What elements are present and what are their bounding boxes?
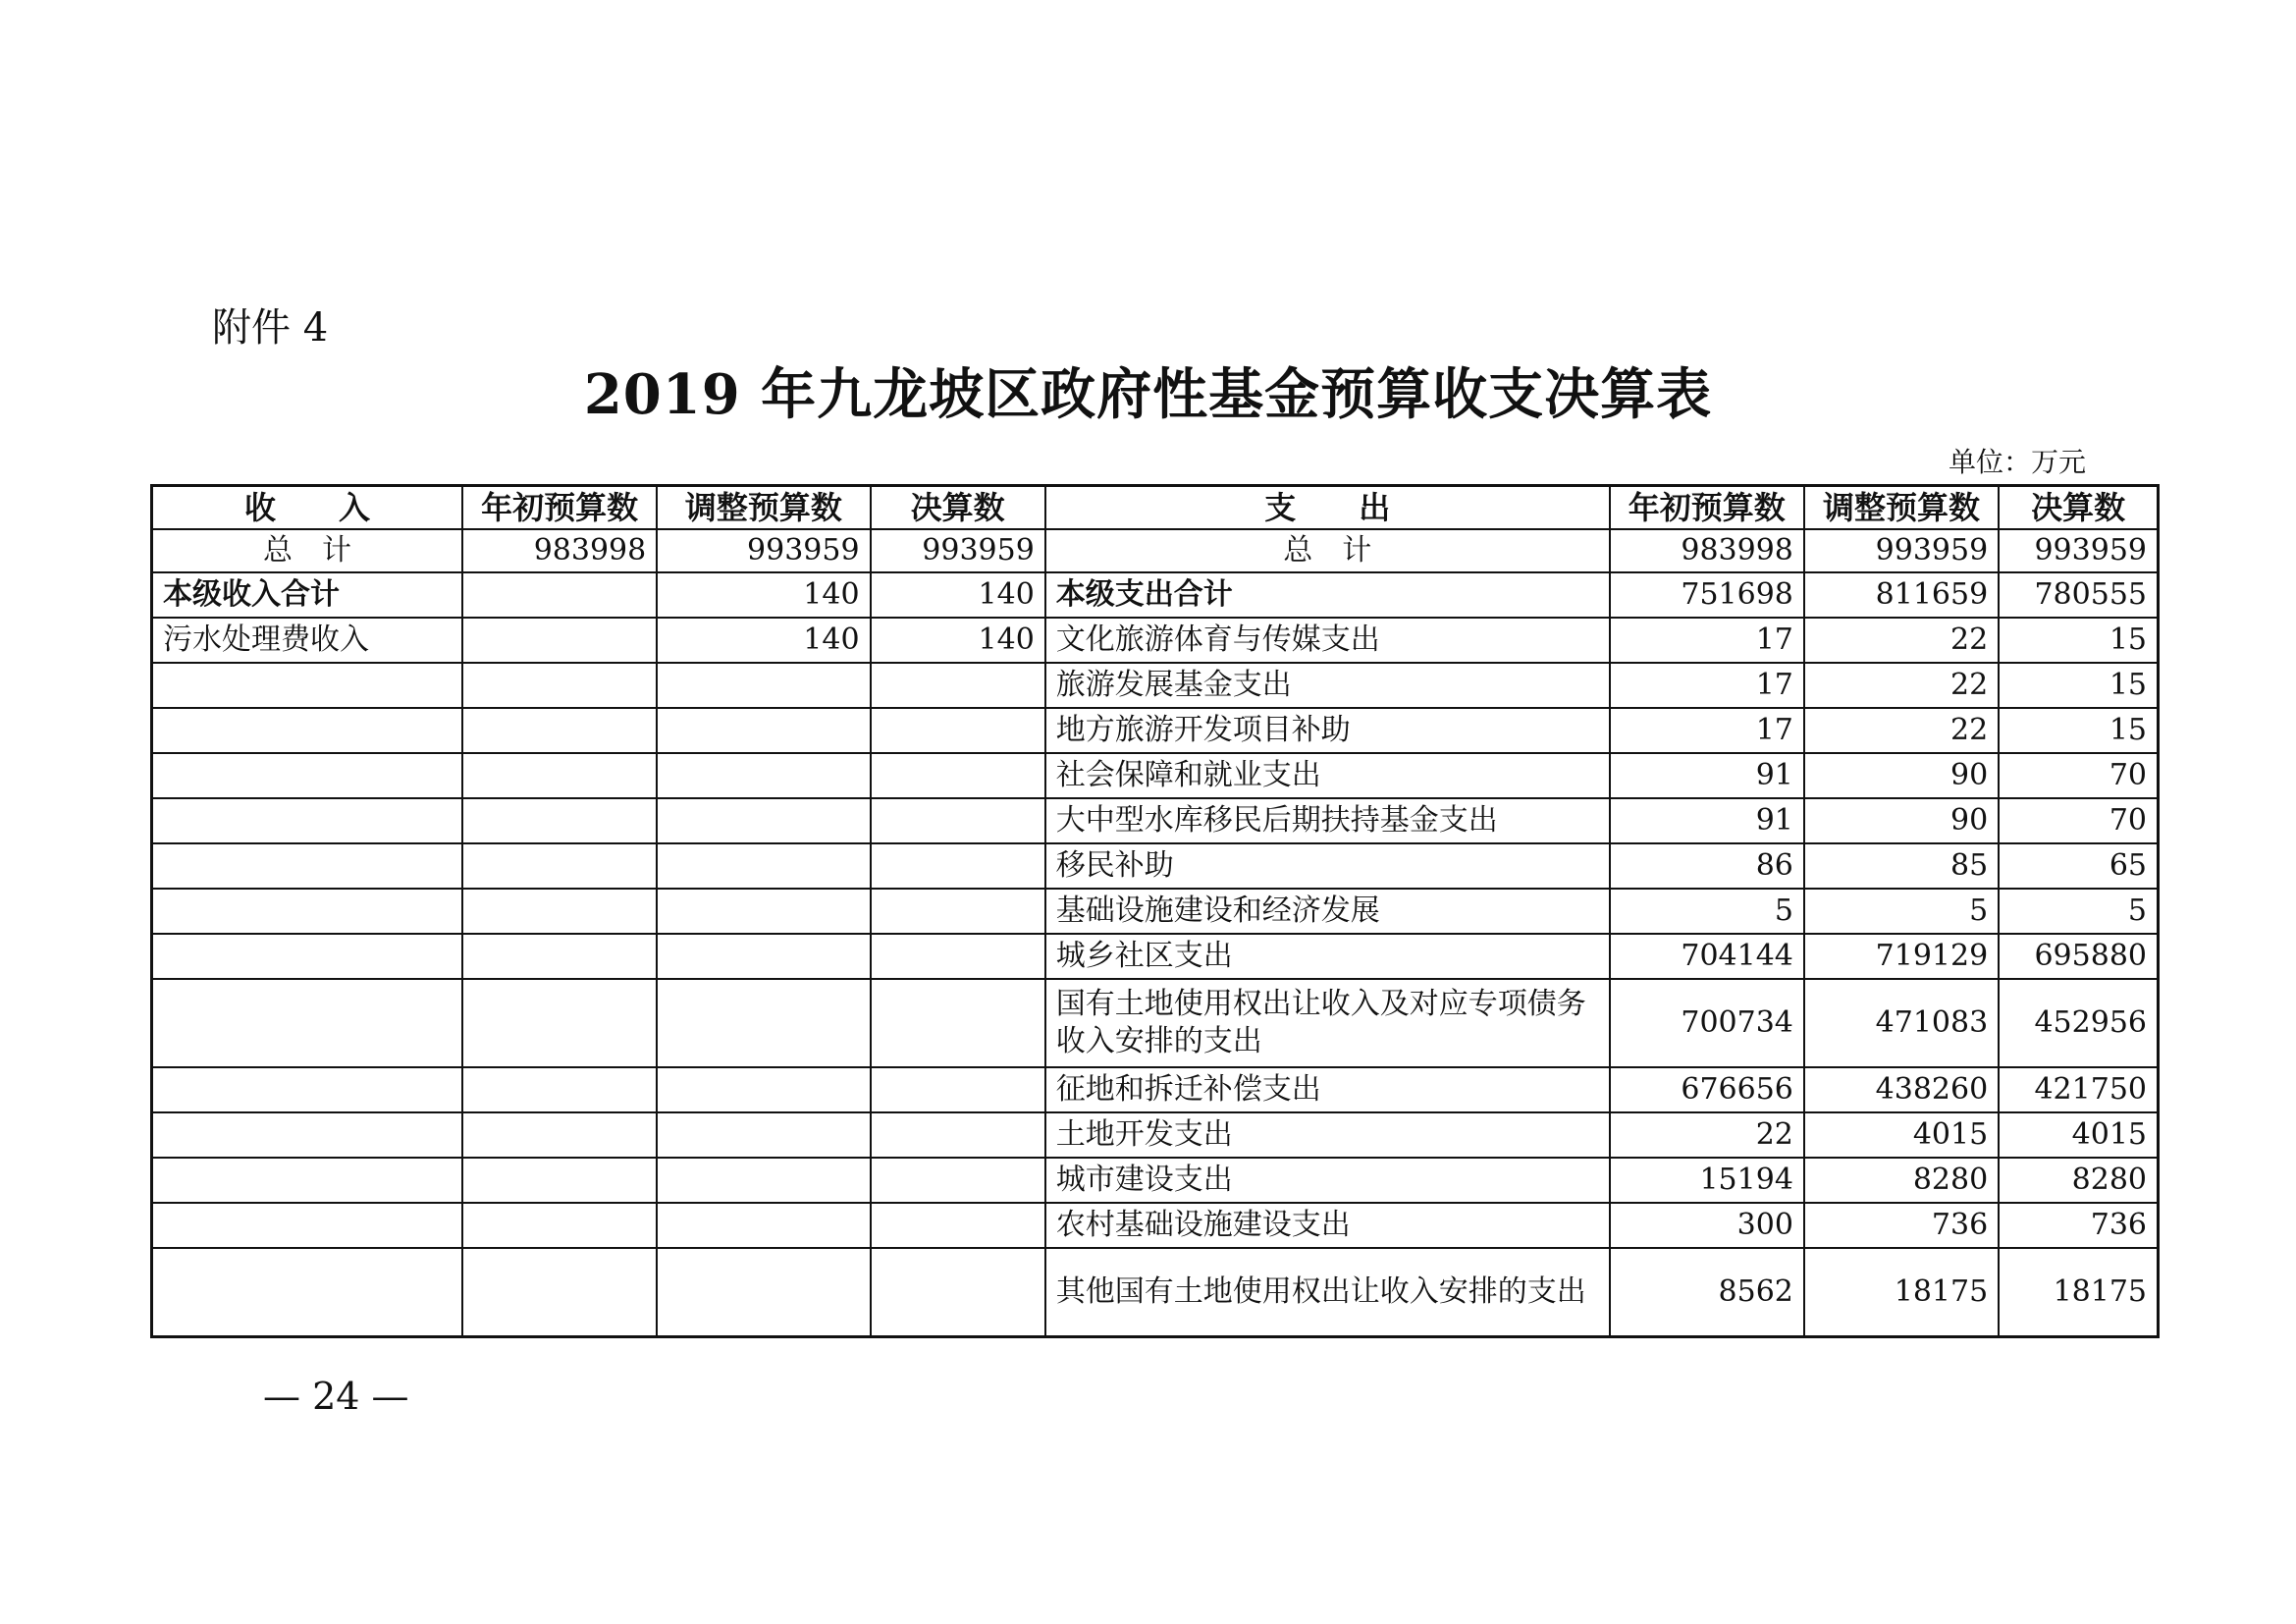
expense-adjusted-budget: 993959 xyxy=(1804,529,1999,572)
attachment-label: 附件 4 xyxy=(212,305,329,351)
expense-item: 本级支出合计 xyxy=(1045,572,1610,618)
income-item xyxy=(152,1158,462,1203)
expense-item: 城市建设支出 xyxy=(1045,1158,1610,1203)
expense-adjusted-budget: 471083 xyxy=(1804,979,1999,1067)
income-initial-budget xyxy=(462,934,657,979)
expense-initial-budget: 86 xyxy=(1610,843,1804,889)
expense-item: 土地开发支出 xyxy=(1045,1112,1610,1158)
page-number: — 24 — xyxy=(263,1375,409,1418)
table-row xyxy=(152,798,2159,843)
expense-item: 农村基础设施建设支出 xyxy=(1045,1203,1610,1248)
expense-item: 社会保障和就业支出 xyxy=(1045,753,1610,798)
fund-budget-table xyxy=(150,484,2160,1338)
expense-initial-budget: 751698 xyxy=(1610,572,1804,618)
income-initial-budget xyxy=(462,708,657,753)
header-row xyxy=(152,486,2159,530)
expense-final-account: 993959 xyxy=(1999,529,2158,572)
income-final-account xyxy=(871,1112,1045,1158)
expense-item: 其他国有土地使用权出让收入安排的支出 xyxy=(1045,1248,1610,1336)
expense-item: 总 计 xyxy=(1045,529,1610,572)
expense-adjusted-budget: 811659 xyxy=(1804,572,1999,618)
income-item xyxy=(152,753,462,798)
expense-adjusted-budget: 8280 xyxy=(1804,1158,1999,1203)
expense-adjusted-budget: 736 xyxy=(1804,1203,1999,1248)
income-adjusted-budget xyxy=(657,798,870,843)
expense-initial-budget: 700734 xyxy=(1610,979,1804,1067)
income-item: 污水处理费收入 xyxy=(152,618,462,663)
income-item xyxy=(152,979,462,1067)
expense-initial-budget: 5 xyxy=(1610,889,1804,934)
income-initial-budget xyxy=(462,572,657,618)
table-row xyxy=(152,708,2159,753)
income-item xyxy=(152,889,462,934)
income-adjusted-budget: 140 xyxy=(657,572,870,618)
expense-final-account: 780555 xyxy=(1999,572,2158,618)
income-final-account xyxy=(871,889,1045,934)
table-row xyxy=(152,1112,2159,1158)
income-initial-budget xyxy=(462,889,657,934)
income-item xyxy=(152,663,462,708)
income-final-account: 140 xyxy=(871,618,1045,663)
income-item xyxy=(152,1112,462,1158)
table-row xyxy=(152,663,2159,708)
expense-adjusted-budget: 22 xyxy=(1804,663,1999,708)
document-title: 2019 年九龙坡区政府性基金预算收支决算表 xyxy=(583,362,1713,427)
income-item: 总 计 xyxy=(152,529,462,572)
expense-adjusted-budget: 719129 xyxy=(1804,934,1999,979)
income-final-account xyxy=(871,1203,1045,1248)
income-final-account xyxy=(871,798,1045,843)
expense-final-account: 18175 xyxy=(1999,1248,2158,1336)
expense-initial-budget: 17 xyxy=(1610,708,1804,753)
income-initial-budget xyxy=(462,753,657,798)
header-expense: 支 出 xyxy=(1045,486,1610,530)
expense-item: 基础设施建设和经济发展 xyxy=(1045,889,1610,934)
income-item xyxy=(152,1203,462,1248)
expense-initial-budget: 983998 xyxy=(1610,529,1804,572)
income-initial-budget xyxy=(462,1203,657,1248)
income-final-account xyxy=(871,753,1045,798)
expense-adjusted-budget: 90 xyxy=(1804,798,1999,843)
expense-initial-budget: 8562 xyxy=(1610,1248,1804,1336)
income-adjusted-budget xyxy=(657,934,870,979)
income-initial-budget: 983998 xyxy=(462,529,657,572)
expense-adjusted-budget: 22 xyxy=(1804,618,1999,663)
table-row xyxy=(152,1203,2159,1248)
income-adjusted-budget xyxy=(657,753,870,798)
income-final-account xyxy=(871,1158,1045,1203)
income-initial-budget xyxy=(462,843,657,889)
expense-final-account: 5 xyxy=(1999,889,2158,934)
expense-initial-budget: 91 xyxy=(1610,753,1804,798)
income-initial-budget xyxy=(462,663,657,708)
expense-final-account: 15 xyxy=(1999,618,2158,663)
income-initial-budget xyxy=(462,1067,657,1112)
income-adjusted-budget xyxy=(657,1248,870,1336)
income-final-account: 140 xyxy=(871,572,1045,618)
income-adjusted-budget xyxy=(657,1158,870,1203)
table-body xyxy=(152,529,2159,1336)
income-final-account xyxy=(871,708,1045,753)
header-income-initial: 年初预算数 xyxy=(462,486,657,530)
income-item xyxy=(152,798,462,843)
income-adjusted-budget xyxy=(657,889,870,934)
table-row xyxy=(152,572,2159,618)
income-item xyxy=(152,934,462,979)
expense-final-account: 15 xyxy=(1999,708,2158,753)
income-final-account xyxy=(871,663,1045,708)
expense-item: 大中型水库移民后期扶持基金支出 xyxy=(1045,798,1610,843)
table-row xyxy=(152,843,2159,889)
income-adjusted-budget: 993959 xyxy=(657,529,870,572)
income-adjusted-budget xyxy=(657,979,870,1067)
income-final-account xyxy=(871,843,1045,889)
income-adjusted-budget xyxy=(657,1112,870,1158)
income-adjusted-budget xyxy=(657,708,870,753)
expense-final-account: 8280 xyxy=(1999,1158,2158,1203)
expense-initial-budget: 91 xyxy=(1610,798,1804,843)
table-row xyxy=(152,753,2159,798)
income-adjusted-budget: 140 xyxy=(657,618,870,663)
expense-item: 城乡社区支出 xyxy=(1045,934,1610,979)
expense-final-account: 15 xyxy=(1999,663,2158,708)
income-initial-budget xyxy=(462,1158,657,1203)
expense-adjusted-budget: 438260 xyxy=(1804,1067,1999,1112)
expense-item: 文化旅游体育与传媒支出 xyxy=(1045,618,1610,663)
expense-initial-budget: 22 xyxy=(1610,1112,1804,1158)
table-row xyxy=(152,618,2159,663)
income-final-account: 993959 xyxy=(871,529,1045,572)
expense-final-account: 4015 xyxy=(1999,1112,2158,1158)
expense-item: 征地和拆迁补偿支出 xyxy=(1045,1067,1610,1112)
expense-final-account: 70 xyxy=(1999,798,2158,843)
table-row xyxy=(152,1067,2159,1112)
expense-adjusted-budget: 85 xyxy=(1804,843,1999,889)
table-row xyxy=(152,934,2159,979)
unit-note: 单位：万元 xyxy=(1949,446,2087,478)
header-income: 收 入 xyxy=(152,486,462,530)
header-expense-final: 决算数 xyxy=(1999,486,2158,530)
income-initial-budget xyxy=(462,979,657,1067)
income-adjusted-budget xyxy=(657,1067,870,1112)
expense-final-account: 421750 xyxy=(1999,1067,2158,1112)
income-initial-budget xyxy=(462,1112,657,1158)
income-initial-budget xyxy=(462,1248,657,1336)
income-item xyxy=(152,1248,462,1336)
expense-initial-budget: 704144 xyxy=(1610,934,1804,979)
expense-initial-budget: 17 xyxy=(1610,618,1804,663)
header-income-final: 决算数 xyxy=(871,486,1045,530)
income-item xyxy=(152,1067,462,1112)
table-row xyxy=(152,1158,2159,1203)
header-expense-adjusted: 调整预算数 xyxy=(1804,486,1999,530)
income-item: 本级收入合计 xyxy=(152,572,462,618)
expense-item: 移民补助 xyxy=(1045,843,1610,889)
income-adjusted-budget xyxy=(657,843,870,889)
income-final-account xyxy=(871,934,1045,979)
expense-item: 地方旅游开发项目补助 xyxy=(1045,708,1610,753)
income-final-account xyxy=(871,979,1045,1067)
header-income-adjusted: 调整预算数 xyxy=(657,486,870,530)
income-item xyxy=(152,843,462,889)
expense-final-account: 65 xyxy=(1999,843,2158,889)
expense-final-account: 695880 xyxy=(1999,934,2158,979)
expense-item: 国有土地使用权出让收入及对应专项债务收入安排的支出 xyxy=(1045,979,1610,1067)
expense-adjusted-budget: 5 xyxy=(1804,889,1999,934)
table-row xyxy=(152,1248,2159,1336)
income-initial-budget xyxy=(462,618,657,663)
income-final-account xyxy=(871,1248,1045,1336)
income-final-account xyxy=(871,1067,1045,1112)
income-adjusted-budget xyxy=(657,1203,870,1248)
expense-final-account: 736 xyxy=(1999,1203,2158,1248)
table-row xyxy=(152,979,2159,1067)
expense-adjusted-budget: 22 xyxy=(1804,708,1999,753)
header-expense-initial: 年初预算数 xyxy=(1610,486,1804,530)
expense-initial-budget: 676656 xyxy=(1610,1067,1804,1112)
expense-adjusted-budget: 4015 xyxy=(1804,1112,1999,1158)
income-adjusted-budget xyxy=(657,663,870,708)
expense-final-account: 452956 xyxy=(1999,979,2158,1067)
income-initial-budget xyxy=(462,798,657,843)
table-row xyxy=(152,889,2159,934)
expense-adjusted-budget: 18175 xyxy=(1804,1248,1999,1336)
expense-final-account: 70 xyxy=(1999,753,2158,798)
expense-initial-budget: 17 xyxy=(1610,663,1804,708)
income-item xyxy=(152,708,462,753)
expense-adjusted-budget: 90 xyxy=(1804,753,1999,798)
expense-initial-budget: 300 xyxy=(1610,1203,1804,1248)
table-row xyxy=(152,529,2159,572)
expense-item: 旅游发展基金支出 xyxy=(1045,663,1610,708)
expense-initial-budget: 15194 xyxy=(1610,1158,1804,1203)
